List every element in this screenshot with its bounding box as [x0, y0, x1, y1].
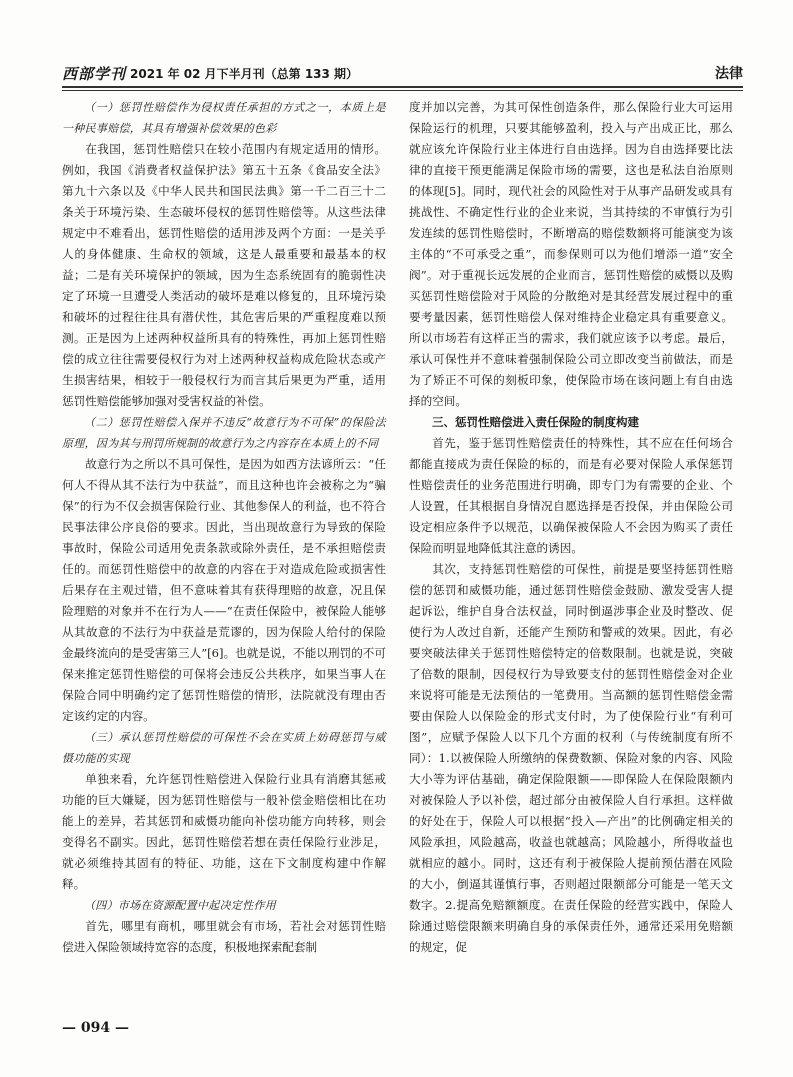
paragraph: 首先，哪里有商机，哪里就会有市场，若社会对惩罚性赔偿进入保险领域持宽容的态度，积极地探索配套制 [62, 919, 386, 954]
subsection-heading: （二）惩罚性赔偿入保并不违反“故意行为不可保”的保险法原理，因为其与刑罚所规制的故意行为之内容存在本质上的不同 [62, 416, 386, 450]
subsection-heading: （三）承认惩罚性赔偿的可保性不会在实质上妨碍惩罚与威慑功能的实现 [62, 731, 386, 765]
header-rule-thin [62, 90, 743, 91]
left-column [62, 97, 386, 958]
paragraph: 度并加以完善，为其可保性创造条件，那么保险行业大可运用保险运行的机理，只要其能够盈利，投入与产出成正比，那么就应该允许保险行业主体进行自由选择。因为自由选择要比法律的直接干预更能满足保险市场的需要，这也是私法自治原则的体现[5]。同时，现代社会的风险性对于从事产品研发或具有挑战性、不确定性行业的企业来说，当其持续的不审慎行为引发连续的惩罚性赔偿时，不断增高的赔偿数额将可能演变为该主体的“不可承受之重”，而参保则可以为他们增添一道“安全阀”。对于重视长远发展的企业而言，惩罚性赔偿的威慑以及购买惩罚性赔偿险对于风险的分散绝对是其经营发展过程中的重要考量因素，惩罚性赔偿人保对维持企业稳定具有重要意义。所以市场若有这样正当的需求，我们就应该予以考虑。最后，承认可保性并不意味着强制保险公司立即改变当前做法，而是为了矫正不可保的刻板印象，使保险市场在该问题上有自由选择的空间。 [409, 100, 733, 408]
paragraph: 故意行为之所以不具可保性，是因为如西方法谚所云：“任何人不得从其不法行为中获益”，而且这种也许会被称之为“骗保”的行为不仅会损害保险行业、其他参保人的利益，也不符合民事法律公序良俗的要求。因此，当出现故意行为导致的保险事故时，保险公司适用免责条款或除外责任，是不承担赔偿责任的。而惩罚性赔偿中的故意的内容在于对造成危险或损害性后果存在主观过错，但不意味着其有获得理赔的故意，况且保险理赔的对象并不在行为人——“在责任保险中，被保险人能够从其故意的不法行为中获益是荒谬的，因为保险人给付的保险金最终流向的是受害第三人”[6]。也就是说，不能以刑罚的不可保来推定惩罚性赔偿的可保将会违反公共秩序，如果当事人在保险合同中明确约定了惩罚性赔偿的情形，法院就没有理由否定该约定的内容。 [62, 457, 386, 723]
section-heading: 三、惩罚性赔偿进入责任保险的制度构建 [432, 415, 639, 429]
issue-info: 2021 年 02 月下半月刊（总第 133 期） [130, 66, 359, 81]
page-number: — 094 — [62, 1020, 129, 1036]
paragraph: 在我国，惩罚性赔偿只在较小范围内有规定适用的情形。例如，我国《消费者权益保护法》第五十五条《食品安全法》第九十六条以及《中华人民共和国民法典》第一千二百三十二条关于环境污染、生态破坏侵权的惩罚性赔偿等。从这些法律规定中不难看出，惩罚性赔偿的适用涉及两个方面：一是关乎人的身体健康、生命权的领域，这是人最重要和最基本的权益；二是有关环境保护的领域，因为生态系统固有的脆弱性决定了环境一旦遭受人类活动的破坏是难以修复的，且环境污染和破坏的过程往往具有潜伏性，其危害后果的严重程度难以预测。正是因为上述两种权益所具有的特殊性，再加上惩罚性赔偿的成立往往需要侵权行为对上述两种权益构成危险状态或产生损害结果，相较于一般侵权行为而言其后果更为严重，适用惩罚性赔偿能够加强对受害权益的补偿。 [62, 142, 386, 408]
paragraph: 其次，支持惩罚性赔偿的可保性，前提是要坚持惩罚性赔偿的惩罚和威慑功能，通过惩罚性赔偿金鼓励、激发受害人提起诉讼，维护自身合法权益，同时倒逼涉事企业及时整改、促使行为人改过自新，还能产生预防和警戒的效果。因此，有必要突破法律关于惩罚性赔偿特定的倍数限制。也就是说，突破了倍数的限制，因侵权行为导致要支付的惩罚性赔偿金对企业来说将可能是无法预估的一笔费用。当高额的惩罚性赔偿金需要由保险人以保险金的形式支付时，为了使保险行业“有利可图”，应赋予保险人以下几个方面的权利（与传统制度有所不同）：1.以被保险人所缴纳的保费数额、保险对象的内容、风险大小等为评估基础，确定保险限额——即保险人在保险限额内对被保险人予以补偿，超过部分由被保险人自行承担。这样做的好处在于，保险人可以根据“投入—产出”的比例确定相关的风险承担，风险越高，收益也就越高；风险越小，所得收益也就相应的越小。同时，这还有利于被保险人提前预估潜在风险的大小，倒逼其谨慎行事，否则超过限额部分可能是一笔天文数字。2.提高免赔额额度。在责任保险的经营实践中，保险人除通过赔偿限额来明确自身的承保责任外，通常还采用免赔额的规定，促 [409, 562, 733, 954]
right-column [409, 97, 733, 958]
section-label: 法律 [715, 66, 743, 82]
subsection-heading: （四）市场在资源配置中起决定性作用 [84, 899, 277, 912]
subsection-heading: （一）惩罚性赔偿作为侵权责任承担的方式之一，本质上是一种民事赔偿，其具有增强补偿效果的色彩 [62, 101, 386, 135]
paragraph: 单独来看，允许惩罚性赔偿进入保险行业具有消磨其惩戒功能的巨大嫌疑，因为惩罚性赔偿与一般补偿金赔偿相比在功能上的差异，若其惩罚和威慑功能向补偿功能方向转移，则会变得名不副实。因此，惩罚性赔偿若想在责任保险行业涉足，就必须维持其固有的特征、功能，这在下文制度构建中作解释。 [62, 772, 386, 891]
journal-logo: 西部学刊 [62, 64, 127, 83]
header-rule [62, 86, 743, 88]
page-header [62, 62, 743, 84]
header-left [62, 63, 358, 84]
paragraph: 首先，鉴于惩罚性赔偿责任的特殊性，其不应在任何场合都能直接成为责任保险的标的，而是有必要对保险人承保惩罚性赔偿责任的业务范围进行明确，即专门为有需要的企业、个人设置，任其根据自身情况自愿选择是否投保，并由保险公司设定相应条件予以规范，以确保被保险人不会因为购买了责任保险而明显地降低其注意的诱因。 [409, 436, 733, 555]
